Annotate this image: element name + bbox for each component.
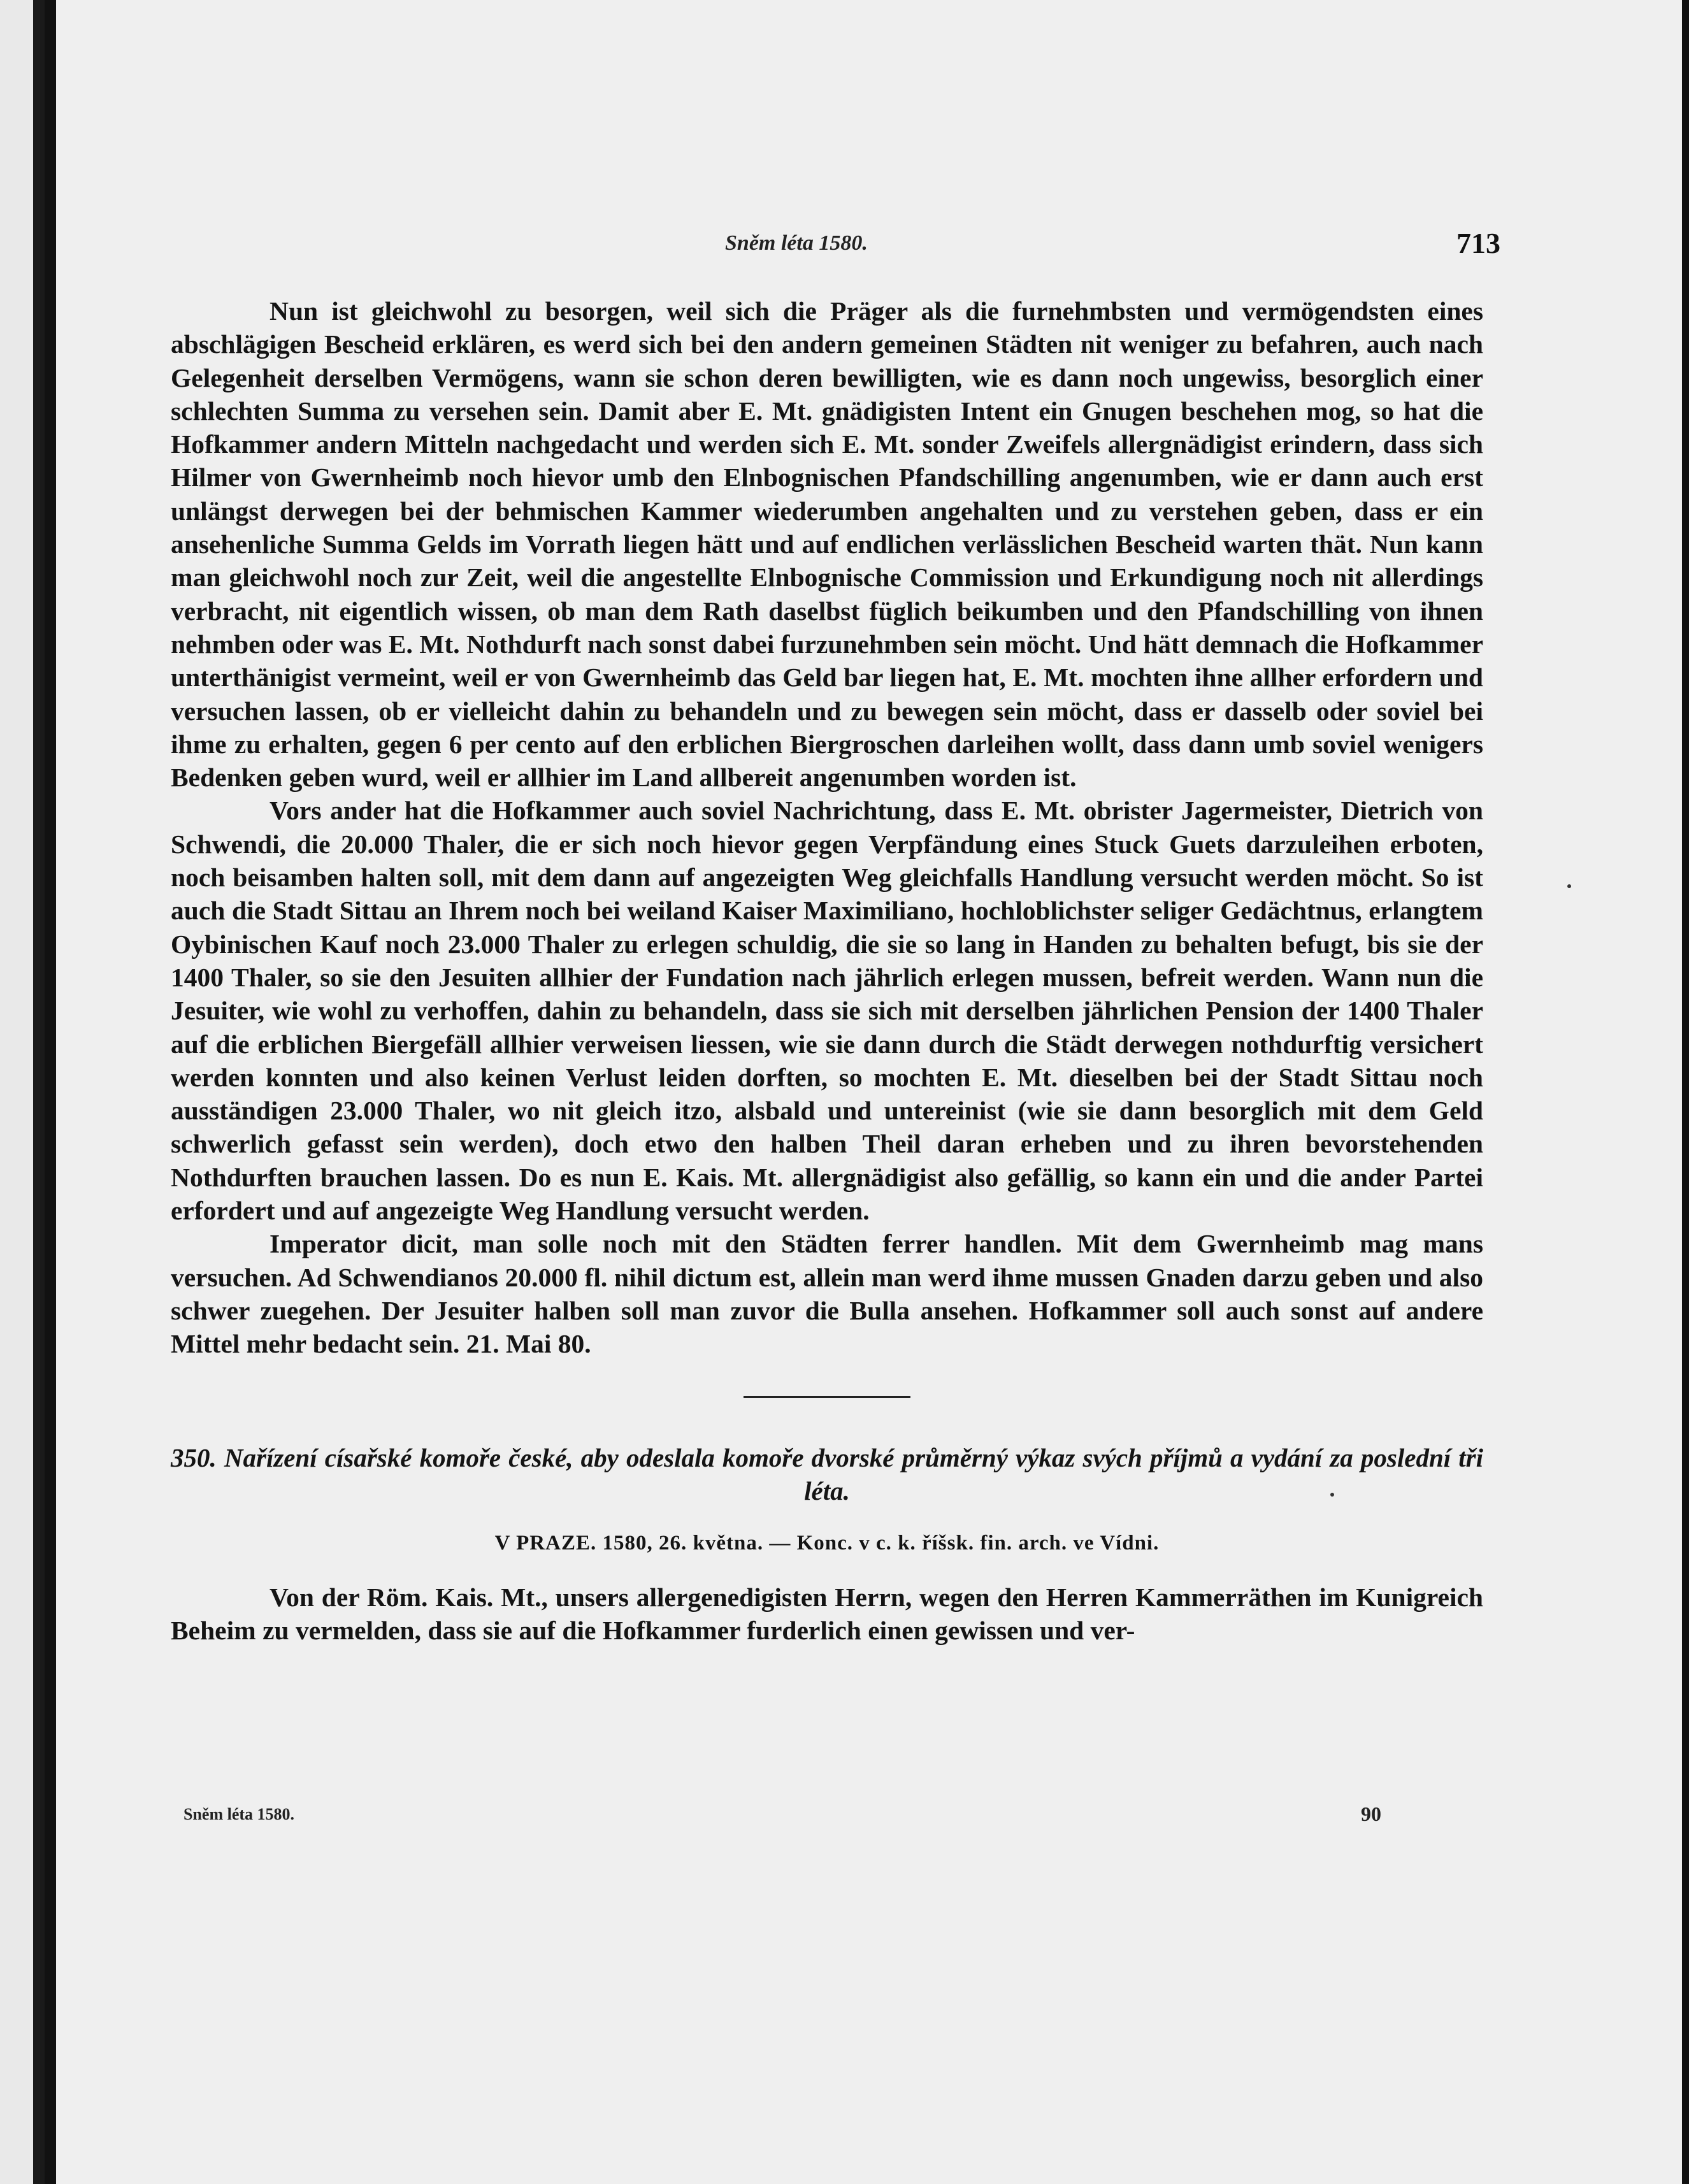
running-head: Sněm léta 1580. bbox=[725, 231, 868, 255]
book-gutter bbox=[33, 0, 45, 2184]
section-divider bbox=[744, 1396, 910, 1398]
document-heading bbox=[171, 1441, 1483, 1507]
page bbox=[56, 0, 1682, 2184]
page-number: 713 bbox=[1456, 227, 1500, 259]
signature-number: 90 bbox=[1361, 1802, 1381, 1825]
document-title: Nařízení císařské komoře české, aby odeslala komoře dvorské průměrný výkaz svých příjmů a vydání za poslední tři léta. bbox=[224, 1442, 1483, 1505]
paragraph-1: Nun ist gleichwohl zu besorgen, weil sich die Präger als die furnehmbsten und vermögendsten eines abschlägigen Bescheid erklären, es werd sich bei den andern gemeinen Städten nit weniger zu befahren, auch nach Gelegenheit derselben Vermögens, wann sie schon deren bewilligten, wie es dann noch ungewiss, besorglich einer schlechten Summa zu versehen sein. Damit aber E. Mt. gnädigisten Intent ein Gnugen beschehen mog, so hat die Hofkammer andern Mitteln nachgedacht und werden sich E. Mt. sonder Zweifels allergnädigist erindern, dass sich Hilmer von Gwernheimb noch hievor umb den Elnbognischen Pfandschilling angenumben, wie er dann auch erst unlängst derwegen bei der behmischen Kammer wiederumben angehalten und zu verstehen geben, dass er ein ansehenliche Summa Gelds im Vorrath liegen hätt und auf endlichen verlässlichen Bescheid warten thät. Nun kann man gleichwohl noch zur Zeit, weil die angestellte Elnbognische Commission und Erkundigung noch nit allerdings verbracht, nit eigentlich wissen, ob man dem Rath daselbst füglich beikumben und den Pfandschilling von ihnen nehmben oder was E. Mt. Nothdurft nach sonst dabei furzunehmben sein möcht. Und hätt demnach die Hofkammer unterthänigist vermeint, weil er von Gwernheimb das Geld bar liegen hat, E. Mt. mochten ihne allher erfordern und versuchen lassen, ob er vielleicht dahin zu behandeln und zu bewegen sein möcht, dass er dasselb oder soviel bei ihme zu erhalten, gegen 6 per cento auf den erblichen Biergroschen darleihen wollt, dass dann umb soviel wenigers Bedenken geben wurd, weil er allhier im Land allbereit angenumben worden ist. bbox=[171, 296, 1483, 793]
signature-label: Sněm léta 1580. bbox=[183, 1805, 295, 1823]
paragraph-2: Vors ander hat die Hofkammer auch soviel Nachrichtung, dass E. Mt. obrister Jagermeister, Dietrich von Schwendi, die 20.000 Thaler, die er sich noch hievor gegen Verpfändung eines Stuck Guets darzuleihen erboten, noch beisamben halten soll, mit dem dann auf angezeigten Weg gleichfalls Handlung versucht werden möcht. So ist auch die Stadt Sittau an Ihrem noch bei weiland Kaiser Maximiliano, hochloblichster seliger Gedächtnus, erlangtem Oybinischen Kauf noch 23.000 Thaler zu erlegen schuldig, die sie so lang in Handen zu behalten befugt, bis sie der 1400 Thaler, so sie den Jesuiten allhier der Fundation nach jährlich erlegen mussen, befreit werden. Wann nun die Jesuiter, wie wohl zu verhoffen, dahin zu behandeln, dass sie sich mit derselben jährlichen Pension der 1400 Thaler auf die erblichen Biergefäll allhier verweisen liessen, wie sie dann durch die Städt derwegen nothdurftig versichert werden konnten und also keinen Verlust leiden dorften, so mochten E. Mt. dieselben bei der Stadt Sittau noch ausständigen 23.000 Thaler, wo nit gleich itzo, alsbald und untereinist (wie sie dann besorglich mit dem Geld schwerlich gefasst sein werden), doch etwo den halben Theil daran erheben und zu ihren bevorstehenden Nothdurften brauchen lassen. Do es nun E. Kais. Mt. allergnädigist also gefällig, so kann ein und die ander Partei erfordert und auf angezeigte Weg Handlung versucht werden. bbox=[171, 796, 1483, 1226]
page-header bbox=[56, 226, 1682, 264]
print-speck bbox=[1567, 884, 1571, 888]
paragraph-3: Imperator dicit, man solle noch mit den Städten ferrer handlen. Mit dem Gwernheimb mag mans versuchen. Ad Schwendianos 20.000 fl. nihil dictum est, allein man werd ihme mussen Gnaden darzu geben und also schwer zuegehen. Der Jesuiter halben soll man zuvor die Bulla ansehen. Hofkammer soll auch sonst auf andere Mittel mehr bedacht sein. 21. Mai 80. bbox=[171, 1229, 1483, 1359]
print-speck bbox=[1330, 1493, 1334, 1497]
adjacent-page-edge bbox=[0, 0, 33, 2184]
document-date-line: V PRAZE. 1580, 26. května. — Konc. v c. k. říšsk. fin. arch. ve Vídni. bbox=[494, 1531, 1160, 1555]
document-paragraph: Von der Röm. Kais. Mt., unsers allergenedigisten Herrn, wegen den Herren Kammerräthen im Kunigreich Beheim zu vermelden, dass sie auf die Hofkammer furderlich einen gewissen und ver- bbox=[171, 1582, 1483, 1645]
page-body bbox=[171, 294, 1483, 1647]
document-number: 350. bbox=[171, 1442, 217, 1472]
